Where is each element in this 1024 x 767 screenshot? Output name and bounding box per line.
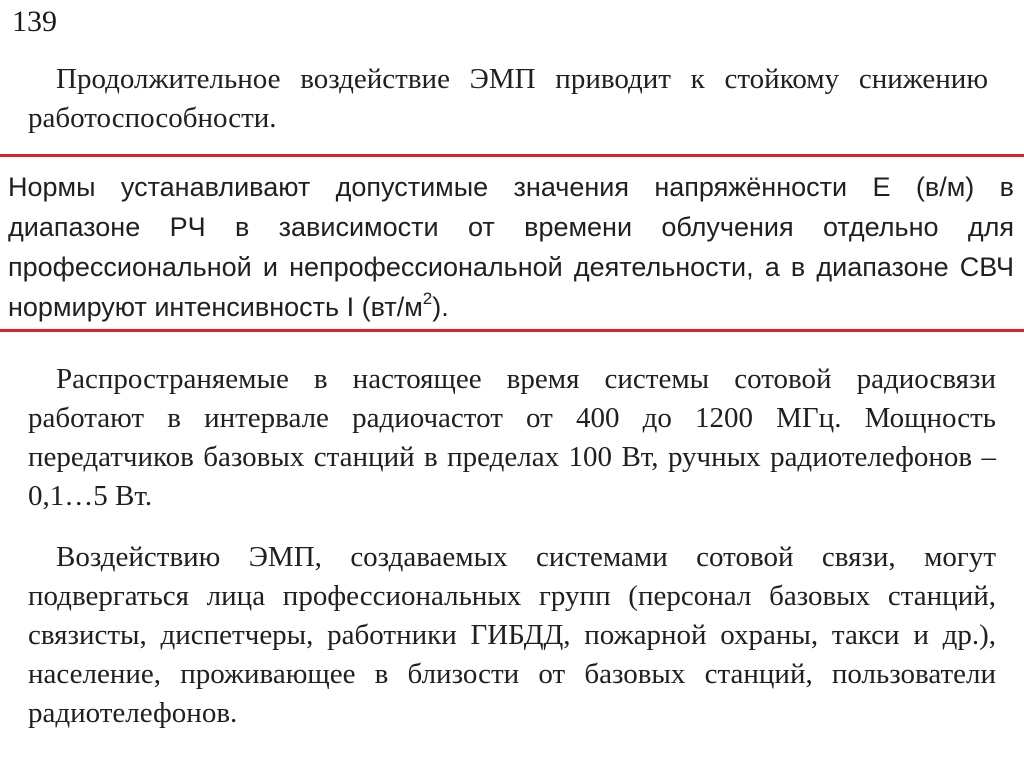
paragraph-exposed-groups xyxy=(28,538,996,733)
page-number: 139 xyxy=(12,5,57,38)
norms-text-end: ). xyxy=(432,292,449,322)
norms-text-main: Нормы устанавливают допустимые значения напряжённости Е (в/м) в диапазоне РЧ в зависимости от времени облучения отдельно для профессиональной и непрофессиональной деятельности, а в диапазоне СВЧ нормируют интенсивность I (вт/м xyxy=(8,172,1014,322)
paragraph-text: Продолжительное воздействие ЭМП приводит к стойкому снижению работоспособности. xyxy=(28,63,988,134)
paragraph-text: Распространяемые в настоящее время системы сотовой радиосвязи работают в интервале радиочастот от 400 до 1200 МГц. Мощность передатчиков базовых станций в пределах 100 Вт, ручных радиотелефонов – 0,1…5 Вт. xyxy=(28,363,996,512)
paragraph-prolonged-exposure xyxy=(28,60,988,138)
paragraph-text: Воздействию ЭМП, создаваемых системами сотовой связи, могут подвергаться лица профессиональных групп (персонал базовых станций, связисты, диспетчеры, работники ГИБДД, пожарной охраны, такси и др.), население, проживающее в близости от базовых станций, пользователи радиотелефонов. xyxy=(28,541,996,729)
paragraph-cellular-systems xyxy=(28,360,996,516)
norms-paragraph xyxy=(8,167,1014,327)
norms-superscript: 2 xyxy=(422,289,433,308)
norms-highlight-box xyxy=(0,154,1024,332)
